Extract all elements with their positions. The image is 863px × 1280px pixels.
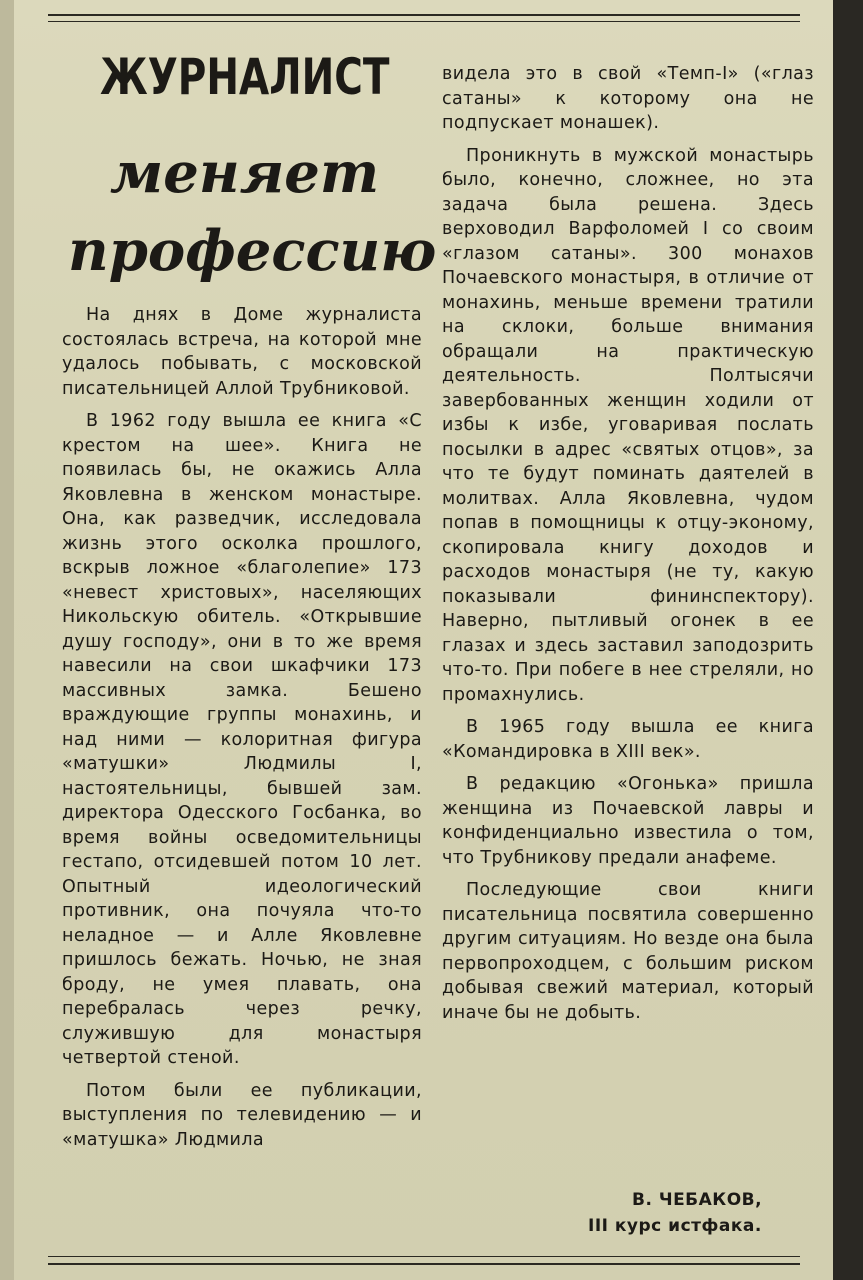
right-paragraph-4: В редакцию «Огонька» пришла женщина из Почаевской лавры и конфиденциально известила о том, что Трубникову предали анафеме.: [442, 774, 814, 868]
bottom-rule-thin: [48, 1256, 800, 1257]
bottom-rule: [48, 1263, 800, 1265]
headline-line-2: меняет: [110, 140, 380, 206]
signature-name: В. ЧЕБАКОВ,: [632, 1190, 763, 1210]
right-paragraph-1: видела это в свой «Темп-I» («глаз сатаны» к которому она не подпускает монашек).: [442, 64, 814, 133]
right-paragraph-2: Проникнуть в мужской монастырь было, конечно, сложнее, но эта задача была решена. Здесь верховодил Варфоломей I со своим «глазом сатаны». 300 монахов Почаевского монастыря, в отличие от монахинь, меньше времени тратили на склоки, больше внимания обращали на практическую деятельность. Полтысячи завербованных женщин ходили от избы к избе, уговаривая послать посылки в адрес «святых отцов», за что те будут поминать даятелей в молитвах. Алла Яковлевна, чудом попав в помощницы к отцу-эконому, скопировала книгу доходов и расходов монастыря (не ту, какую показывали фининспектору). Наверно, пытливый огонек в ее глазах и здесь заставил заподозрить что-то. При побеге в нее стреляли, но промахнулись.: [442, 145, 814, 705]
right-column: [442, 62, 814, 1033]
scan-left-edge: [0, 0, 14, 1280]
signature-role: III курс истфака.: [588, 1216, 762, 1236]
scan-right-edge: [833, 0, 863, 1280]
right-paragraph-3: В 1965 году вышла ее книга «Командировка в XIII век».: [442, 717, 814, 762]
top-rule-thin: [48, 21, 800, 22]
top-rule: [48, 14, 800, 16]
left-paragraph-2: В 1962 году вышла ее книга «С крестом на шее». Книга не появилась бы, не окажись Алла Яковлевна в женском монастыре. Она, как разведчик, исследовала жизнь этого осколка прошлого, вскрыв ложное «благолепие» 173 «невест христовых», населяющих Никольскую обитель. «Открывшие душу господу», они в то же время навесили на свои шкафчики 173 массивных замка. Бешено враждующие группы монахинь, и над ними — колоритная фигура «матушки» Людмилы I, настоятельницы, бывшей зам. директора Одесского Госбанка, во время войны осведомительницы гестапо, отсидевшей потом 10 лет. Опытный идеологический противник, она почуяла что-то неладное — и Алле Яковлевне пришлось бежать. Ночью, не зная броду, не умея плавать, она перебралась через речку, служившую для монастыря четвертой стеной.: [62, 411, 422, 1068]
left-column: [62, 303, 422, 1160]
headline-line-3: профессию: [68, 218, 437, 284]
left-paragraph-1: На днях в Доме журналиста состоялась встреча, на которой мне удалось побывать, с московской писательницей Аллой Трубниковой.: [62, 305, 422, 399]
headline: ЖУРНАЛИСТ: [100, 48, 390, 106]
left-paragraph-3: Потом были ее публикации, выступления по телевидению — и «матушка» Людмила: [62, 1080, 422, 1150]
right-paragraph-5: Последующие свои книги писательница посвятила совершенно другим ситуациям. Но везде она была первопроходцем, с большим риском добывая свежий материал, который иначе бы не добыть.: [442, 880, 814, 1023]
